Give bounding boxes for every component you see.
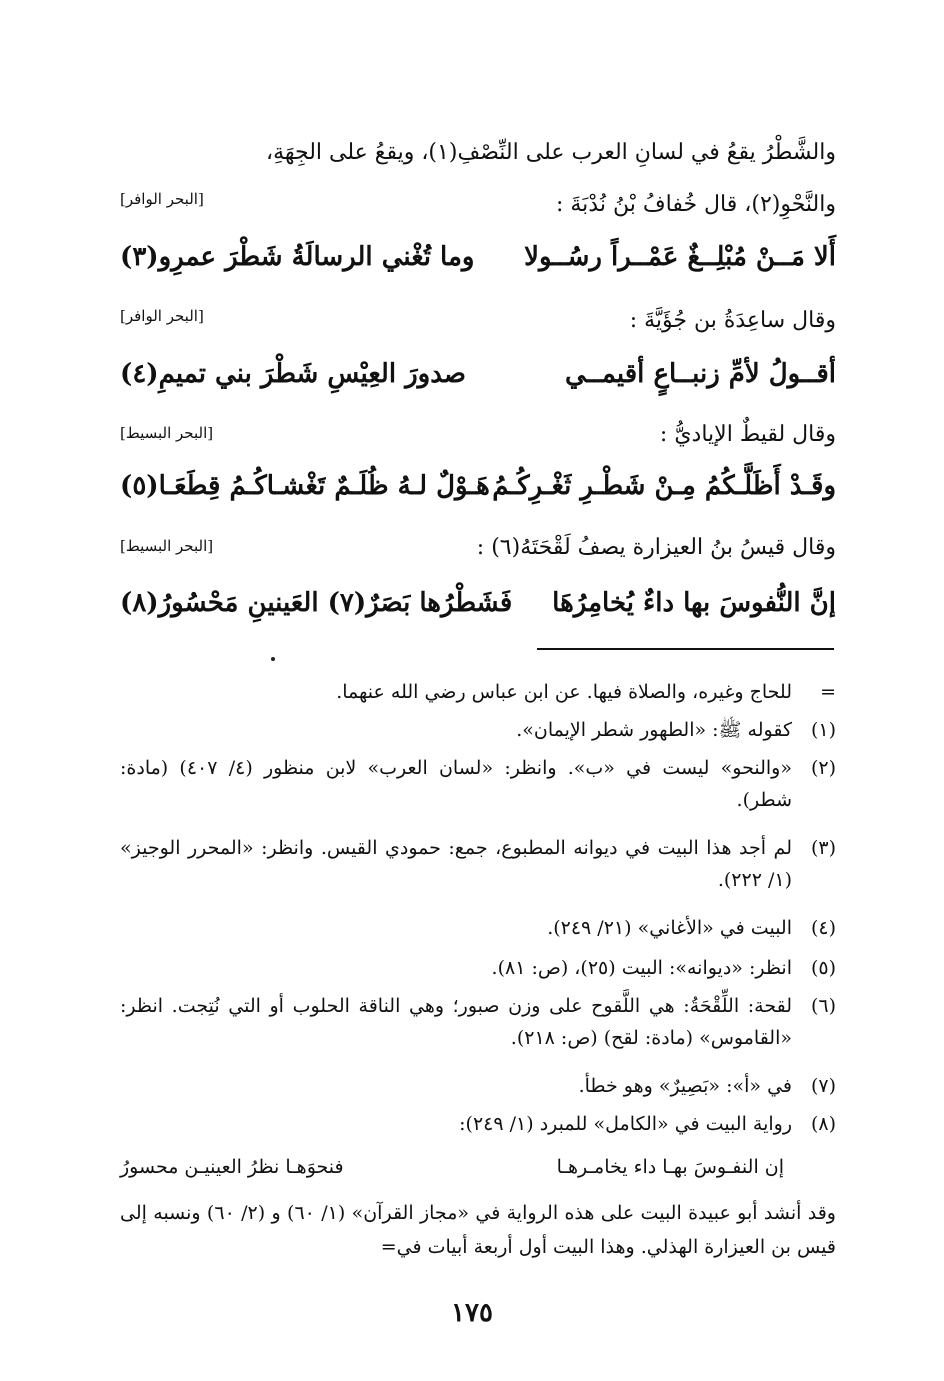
- verse-second-hemistich: فنحوَهـا نظرُ العينيـن محسورُ: [120, 1156, 344, 1178]
- footnote-text: رواية البيت في «الكامل» للمبرد (١/ ٢٤٩):: [459, 1113, 792, 1135]
- footnote-text: لم أجد هذا البيت في ديوانه المطبوع، جمع: حمودي القيس. وانظر: «المحرر الوجيز» (١/ ٢٢٢).: [120, 837, 792, 891]
- footnote-number: (٣): [810, 837, 836, 859]
- footnote-text: في «أ»: «بَصِيرٌ» وهو خطأ.: [578, 1075, 792, 1097]
- continuation-mark: =: [820, 681, 836, 703]
- footnote: [120, 714, 836, 746]
- body-line: وقال لقيطٌ الإياديُّ :: [659, 422, 836, 447]
- verse-first-hemistich: وقَـدْ أَظَلَّـكُمُ مِـنْ شَطْـرِ ثَغْـرِكُـمُ: [492, 471, 836, 501]
- verse-second-hemistich: صدورَ العِيْسِ شَطْرَ بني تميمِ(٤): [120, 359, 466, 389]
- footnote-number: (٧): [810, 1075, 836, 1097]
- footnote-number: (٤): [810, 917, 836, 939]
- footnote: [120, 990, 836, 1054]
- verse: [120, 581, 836, 625]
- footnote: [120, 912, 836, 944]
- stray-dot: [271, 657, 275, 661]
- footnote-text: البيت في «الأغاني» (٢١/ ٢٤٩).: [547, 917, 792, 939]
- footnote: [120, 952, 836, 984]
- footnote-continuation: [120, 676, 836, 708]
- verse-second-hemistich: هَـوْلٌ لـهُ ظُلَـمٌ تَغْشـاكُـمُ قِطَعَـا(٥): [120, 471, 490, 501]
- verse-first-hemistich: أَلا مَــنْ مُبْلِــغٌ عَمْــراً رسُــولا: [524, 242, 836, 272]
- footnote-text: «والنحو» ليست في «ب». وانظر: «لسان العرب» لابن منظور (٤/ ٤٠٧) (مادة: شطر).: [120, 757, 792, 811]
- footnote: [120, 1108, 836, 1140]
- footnote-number: (٦): [810, 995, 836, 1017]
- verse-second-hemistich: فَشَطْرُها بَصَرٌ(٧) العَينينِ مَحْسُورُ(٨): [120, 588, 513, 618]
- meter-label: [البحر الوافر]: [120, 190, 204, 208]
- footnote: [120, 752, 836, 816]
- verse: [120, 235, 836, 279]
- verse-first-hemistich: إن النفـوسَ بهـا داء يخامـرهـا: [556, 1156, 784, 1178]
- footnote-separator: [537, 648, 834, 650]
- meter-label: [البحر البسيط]: [120, 424, 214, 442]
- verse-second-hemistich: وما تُغْني الرسالَةُ شَطْرَ عمرِو(٣): [120, 242, 475, 272]
- footnote-tail: وقد أنشد أبو عبيدة البيت على هذه الرواية في «مجاز القرآن» (١/ ٦٠) و (٢/ ٦٠) ونسبه إلى قيس بن العيزارة الهذلي. وهذا البيت أول أربعة أبيات في=: [120, 1202, 836, 1258]
- footnote-verse: [120, 1150, 784, 1184]
- body-line: والنَّحْوِ(٢)، قال خُفافُ بْنُ نُدْبَةَ :: [555, 192, 836, 217]
- footnote-number: (٨): [810, 1113, 836, 1135]
- body-line: والشَّطْرُ يقعُ في لسانِ العرب على النِّصْفِ(١)، ويقعُ على الجِهَةِ،: [265, 140, 836, 165]
- footnote-number: (٢): [810, 757, 836, 779]
- footnote-text: كقوله ﷺ: «الطهور شطر الإيمان».: [516, 719, 792, 741]
- meter-label: [البحر الوافر]: [120, 307, 204, 325]
- footnote: [120, 832, 836, 896]
- verse-first-hemistich: أقــولُ لأمِّ زنبــاعٍ أقيمــي: [564, 359, 836, 389]
- body-line: وقال قيسُ بنُ العيزارة يصفُ لَقْحَتَهُ(٦) :: [476, 535, 836, 560]
- footnote-text: لقحة: اللِّقْحَةُ: هي اللَّقوح على وزن صبور؛ وهي الناقة الحلوب أو التي نُتِجت. انظر: «القاموس» (مادة: لقح) (ص: ٢١٨).: [120, 995, 792, 1049]
- verse: [120, 464, 836, 508]
- footnote-number: (٥): [810, 957, 836, 979]
- footnote-number: (١): [810, 719, 836, 741]
- meter-label: [البحر البسيط]: [120, 537, 214, 555]
- body-line: وقال ساعِدَةُ بن جُؤَيَّةَ :: [629, 308, 836, 333]
- page-number: ١٧٥: [451, 1298, 493, 1328]
- footnote-text: للحاج وغيره، والصلاة فيها. عن ابن عباس رضي الله عنهما.: [336, 681, 792, 703]
- footnote-text: انظر: «ديوانه»: البيت (٢٥)، (ص: ٨١).: [491, 957, 792, 979]
- verse: [120, 352, 836, 396]
- verse-first-hemistich: إنَّ النُّفوسَ بها داءٌ يُخامِرُهَا: [552, 588, 836, 618]
- footnote: [120, 1070, 836, 1102]
